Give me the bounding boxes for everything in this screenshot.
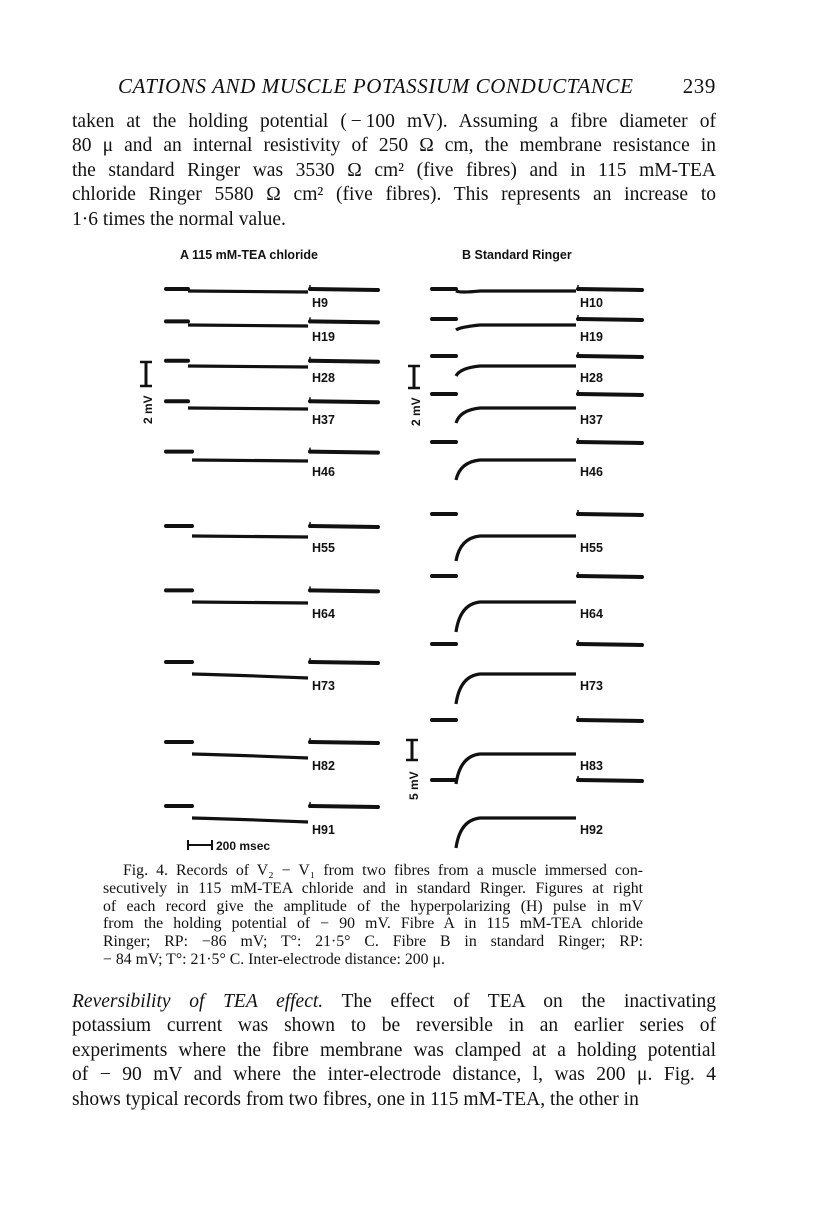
panel-a-voltage-scale-bar xyxy=(140,362,155,424)
panel-b-voltage-scale-bar-small xyxy=(408,366,423,426)
panel-b-voltage-scale-bar-large xyxy=(406,740,421,800)
trace-record xyxy=(432,390,642,427)
trace-label: H55 xyxy=(312,541,335,555)
trace-label: H37 xyxy=(580,413,603,427)
trace-label: H82 xyxy=(312,759,335,773)
paragraph-line: shows typical records from two fibres, one in 115 mM-TEA, the other in xyxy=(72,1088,639,1110)
paragraph-line: The effect of TEA on the inactivating xyxy=(323,991,716,1012)
trace-label: H55 xyxy=(580,541,603,555)
trace-record xyxy=(166,317,378,344)
caption-line: − 84 mV; T°: 21·5° C. Inter-electrode distance: 200 μ. xyxy=(103,950,445,968)
trace-label: H19 xyxy=(312,330,335,344)
trace-record xyxy=(166,285,378,310)
figure-caption xyxy=(103,862,643,969)
trace-record xyxy=(432,315,642,344)
trace-record xyxy=(166,658,378,693)
section-run-in-heading: Reversibility of TEA effect. xyxy=(72,991,324,1012)
trace-record xyxy=(166,397,378,427)
trace-record xyxy=(432,438,642,480)
paragraph-line: 80 μ and an internal resistivity of 250 Ω cm, the membrane resistance in xyxy=(72,135,716,157)
panel-a-scale-label: 2 mV xyxy=(141,395,155,424)
trace-label: H64 xyxy=(580,607,603,621)
trace-label: H46 xyxy=(312,465,335,479)
trace-label: H10 xyxy=(580,296,603,310)
paragraph-line: potassium current was shown to be reversible in an earlier series of xyxy=(72,1015,716,1037)
trace-record xyxy=(432,510,642,561)
trace-label: H37 xyxy=(312,413,335,427)
paragraph-line: 1·6 times the normal value. xyxy=(72,208,286,230)
trace-label: H92 xyxy=(580,823,603,837)
paragraph-line-with-heading xyxy=(72,990,716,1014)
panel-b-title: B Standard Ringer xyxy=(462,248,572,262)
trace-label: H28 xyxy=(580,371,603,385)
trace-record xyxy=(432,776,642,848)
figure-4 xyxy=(0,230,816,860)
trace-record xyxy=(166,802,378,837)
trace-label: H64 xyxy=(312,607,335,621)
trace-label: H9 xyxy=(312,296,328,310)
panel-b-traces xyxy=(432,285,642,848)
running-head xyxy=(118,74,716,104)
paragraph-line: the standard Ringer was 3530 Ω cm² (five fibres) and in 115 mM-TEA xyxy=(72,159,716,181)
trace-label: H91 xyxy=(312,823,335,837)
trace-label: H28 xyxy=(312,371,335,385)
caption-line: Ringer; RP: −86 mV; T°: 21·5° C. Fibre B in standard Ringer; RP: xyxy=(103,933,643,951)
caption-line: of each record give the amplitude of the hyperpolarizing (H) pulse in mV xyxy=(103,897,643,915)
panel-a-title: A 115 mM-TEA chloride xyxy=(180,248,318,262)
trace-label: H73 xyxy=(312,679,335,693)
caption-line: Fig. 4. Records of V₂ − V₁ from two fibres from a muscle immersed con- xyxy=(123,862,643,879)
panel-b-scale-label-small: 2 mV xyxy=(409,397,423,426)
trace-record xyxy=(432,640,642,704)
trace-label: H73 xyxy=(580,679,603,693)
caption-line: from the holding potential of − 90 mV. Fibre A in 115 mM-TEA chloride xyxy=(103,915,643,933)
trace-record xyxy=(432,716,642,784)
trace-record xyxy=(432,572,642,632)
paragraph-top xyxy=(72,110,716,232)
trace-record xyxy=(432,285,642,310)
trace-label: H83 xyxy=(580,759,603,773)
paragraph-line: taken at the holding potential ( − 100 mV). Assuming a fibre diameter of xyxy=(72,111,716,132)
trace-record xyxy=(166,448,378,479)
trace-record xyxy=(166,586,378,621)
paragraph-line: experiments where the fibre membrane was clamped at a holding potential xyxy=(72,1039,716,1061)
trace-record xyxy=(432,352,642,385)
panel-a-traces xyxy=(166,285,378,837)
panel-b-scale-label-large: 5 mV xyxy=(407,771,421,800)
trace-label: H46 xyxy=(580,465,603,479)
paragraph-bottom xyxy=(72,990,716,1112)
running-head-title: CATIONS AND MUSCLE POTASSIUM CONDUCTANCE xyxy=(118,74,634,98)
trace-label: H19 xyxy=(580,330,603,344)
page-number: 239 xyxy=(682,74,716,98)
trace-record xyxy=(166,522,378,555)
paragraph-line: chloride Ringer 5580 Ω cm² (five fibres). This represents an increase to xyxy=(72,184,716,206)
time-scale-bar xyxy=(188,839,270,853)
caption-line: secutively in 115 mM-TEA chloride and in standard Ringer. Figures at right xyxy=(103,879,643,897)
trace-record xyxy=(166,738,378,773)
paragraph-line: of − 90 mV and where the inter-electrode distance, l, was 200 μ. Fig. 4 xyxy=(72,1064,716,1086)
trace-record xyxy=(166,357,378,385)
time-scale-label: 200 msec xyxy=(216,839,271,853)
